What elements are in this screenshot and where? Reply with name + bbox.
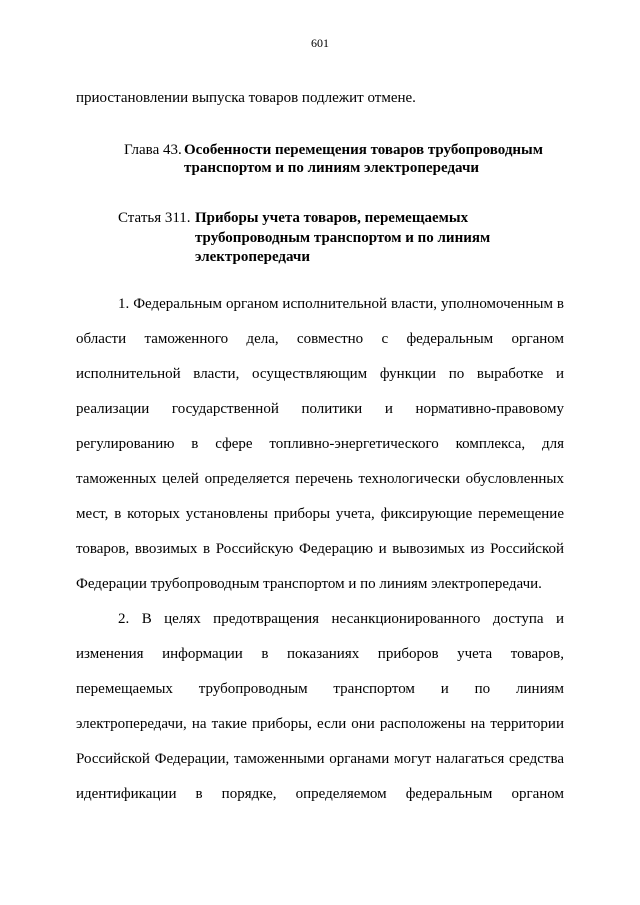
paragraph2-line: электропередачи, на такие приборы, если они расположены на территории	[76, 716, 564, 732]
paragraph1-line: 1. Федеральным органом исполнительной власти, уполномоченным в	[118, 296, 564, 312]
paragraph1-line: области таможенного дела, совместно с федеральным органом	[76, 331, 564, 347]
paragraph1-line: регулированию в сфере топливно-энергетического комплекса, для	[76, 436, 564, 452]
article-title-line3: электропередачи	[195, 249, 311, 265]
paragraph1-line: исполнительной власти, осуществляющим функции по выработке и	[76, 366, 564, 382]
paragraph2-line: изменения информации в показаниях приборов учета товаров,	[76, 646, 564, 662]
paragraph1-line: Федерации трубопроводным транспортом и по линиям электропередачи.	[76, 576, 542, 592]
paragraph1-line: мест, в которых установлены приборы учета, фиксирующие перемещение	[76, 506, 564, 522]
paragraph2-line: 2. В целях предотвращения несанкционированного доступа и	[118, 611, 564, 627]
paragraph1-line: реализации государственной политики и нормативно-правовому	[76, 401, 564, 417]
chapter-title-line2: транспортом и по линиям электропередачи	[184, 160, 480, 176]
page-number: 601	[311, 36, 329, 50]
paragraph1-line: товаров, ввозимых в Российскую Федерацию и вывозимых из Российской	[76, 541, 564, 557]
article-title-line2: трубопроводным транспортом и по линиям	[195, 230, 491, 246]
article-label: Статья 311.	[118, 210, 191, 226]
paragraph2-line: перемещаемых трубопроводным транспортом и по линиям	[76, 681, 564, 697]
chapter-heading	[124, 142, 543, 176]
chapter-label: Глава 43.	[124, 142, 182, 158]
paragraph1-line: таможенных целей определяется перечень технологически обусловленных	[76, 471, 564, 487]
paragraph2-line: Российской Федерации, таможенными органами могут налагаться средства	[76, 751, 564, 767]
article-title-line1: Приборы учета товаров, перемещаемых	[195, 210, 469, 226]
intro-line: приостановлении выпуска товаров подлежит отмене.	[76, 90, 416, 106]
article-heading	[118, 210, 491, 265]
chapter-title-line1: Особенности перемещения товаров трубопроводным	[184, 142, 543, 158]
paragraph2-line: идентификации в порядке, определяемом федеральным органом	[76, 786, 564, 802]
